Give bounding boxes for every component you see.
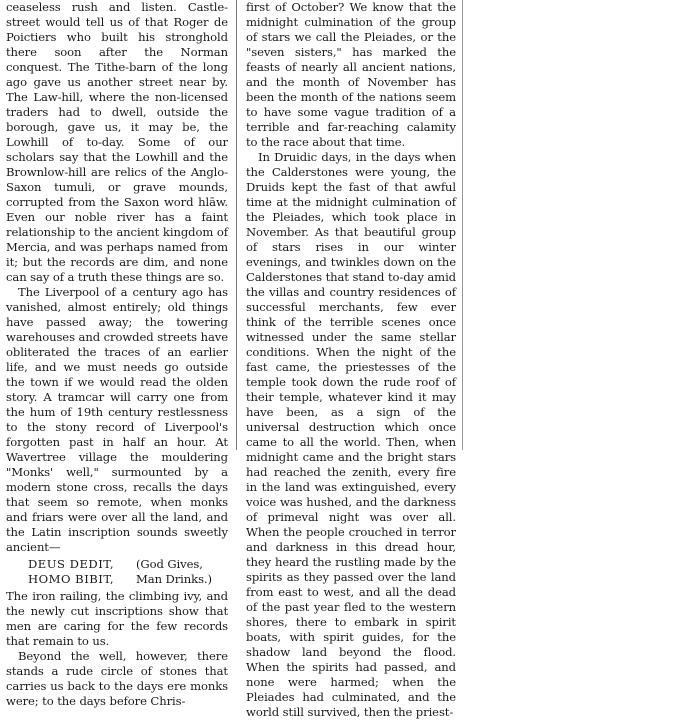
paragraph-street-names: ceaseless rush and listen. Castle-street would tell us of that Roger de Poictiers who built his stronghold there soon after the Norman conquest. The Tithe-barn of the long ago gave us another street near by. The Law-hill, where the non-licensed traders had to dwell, outside the borough, gave us, it may be, the Lowhill of to-day. Some of our scholars say that the Lowhill and the Brownlow-hill are relics of the Anglo-Saxon tumuli, or grave mounds, corrupted from the Saxon word hlāw. Even our noble river has a faint relationship to the ancient kingdom of Mercia, and was perhaps named from it; but the records are dim, and none can say of a truth these things are so.	[6, 0, 228, 284]
inscription-latin: DEUS DEDIT,	[28, 557, 115, 571]
column-rule	[462, 0, 463, 450]
latin-inscription	[28, 557, 228, 587]
inscription-line	[28, 572, 228, 587]
paragraph-liverpool-century: The Liverpool of a century ago has vanished, almost entirely; old things have passed away; the towering warehouses and crowded streets have obliterated the traces of an earlier life, and we must needs go outside the town if we would read the olden story. A tramcar will carry one from the hum of 19th century restlessness to the stony record of Liverpool's forgotten past in half an hour. At Wavertree village the mouldering "Monks' well," surmounted by a modern stone cross, recalls the days that seem so remote, when monks and friars were over all the land, and the Latin inscription sounds sweetly ancient—	[6, 285, 228, 554]
column-rule	[236, 0, 237, 450]
paragraph-pleiades: first of October? We know that the midnight culmination of the group of stars we call the Pleiades, or the "seven sisters," has marked the feasts of nearly all ancient nations, and the month of November has been the month of the nations seem to have some vague tradition of a terrible and far-reaching calamity to the race about that time.	[246, 0, 456, 149]
inscription-latin: HOMO BIBIT,	[28, 572, 115, 586]
inscription-english: (God Gives,	[136, 557, 203, 571]
left-column	[6, 0, 228, 708]
paragraph-iron-railing: The iron railing, the climbing ivy, and the newly cut inscriptions show that men are caring for the few records that remain to us.	[6, 589, 228, 648]
paragraph-druidic-days: In Druidic days, in the days when the Calderstones were young, the Druids kept the fast of that awful time at the midnight culmination of the Pleiades, which took place in November. As that beautiful group of stars rises in our winter evenings, and twinkles down on the Calderstones that stand to-day amid the villas and country residences of successful merchants, few ever think of the terrible scenes once witnessed under the same stellar conditions. When the night of the fast came, the priestesses of the temple took down the rude roof of their temple, whatever kind it may have been, as a sign of the universal destruction which once came to all the world. Then, when midnight came and the bright stars had reached the zenith, every fire in the land was extinguished, every voice was hushed, and the darkness of primeval night was over all. When the people crouched in terror and darkness in this dread hour, they heard the rustling made by the spirits as they passed over the land from east to west, and all the dead of the past year fled to the western shores, there to embark in spirit boats, with spirit guides, for the shadow land beyond the flood. When the spirits had passed, and none were harmed; when the Pleiades had culminated, and the world still survived, then the priest-	[246, 150, 457, 719]
inscription-english: Man Drinks.)	[136, 572, 212, 586]
right-column	[246, 0, 457, 719]
paragraph-stone-circle: Beyond the well, however, there stands a rude circle of stones that carries us back to the days ere monks were; to the days before Chris-	[6, 649, 228, 708]
inscription-line	[28, 557, 228, 572]
